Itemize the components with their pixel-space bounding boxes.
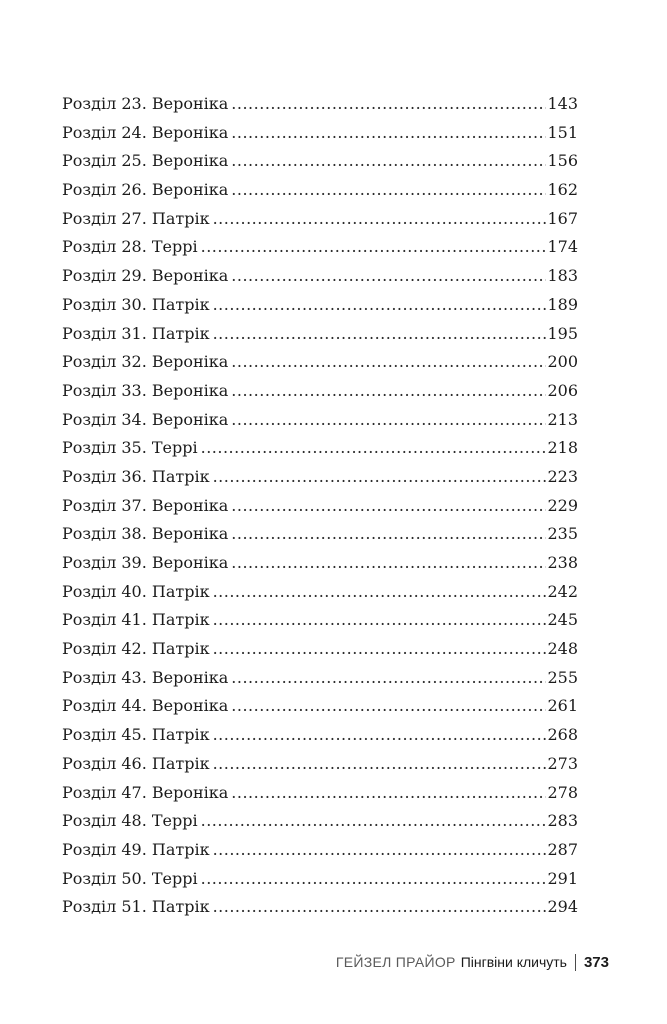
footer-book-title: Пінгвіни кличуть bbox=[460, 954, 567, 970]
toc-entry-page: 183 bbox=[547, 266, 578, 286]
toc-entry bbox=[62, 721, 578, 750]
toc-entry bbox=[62, 90, 578, 119]
toc-entry bbox=[62, 492, 578, 521]
toc-entry-page: 287 bbox=[547, 839, 578, 859]
toc-entry bbox=[62, 549, 578, 578]
toc-entry-label: Розділ 49. Патрік bbox=[62, 839, 210, 859]
toc-entry bbox=[62, 865, 578, 894]
toc-entry-page: 218 bbox=[547, 438, 578, 458]
toc-leader-dots bbox=[213, 578, 547, 607]
toc-entry bbox=[62, 893, 578, 922]
toc-entry-page: 143 bbox=[547, 94, 578, 113]
toc-entry-label: Розділ 25. Вероніка bbox=[62, 151, 229, 171]
toc-entry bbox=[62, 836, 578, 865]
toc-entry bbox=[62, 807, 578, 836]
toc-entry-label: Розділ 27. Патрік bbox=[62, 208, 210, 228]
toc-entry bbox=[62, 664, 578, 693]
toc-entry-label: Розділ 50. Террі bbox=[62, 868, 198, 888]
toc-entry-label: Розділ 37. Вероніка bbox=[62, 495, 229, 515]
toc-entry bbox=[62, 692, 578, 721]
footer-author: ГЕЙЗЕЛ ПРАЙОР bbox=[335, 954, 456, 970]
toc-entry-label: Розділ 51. Патрік bbox=[62, 897, 210, 917]
toc-leader-dots bbox=[231, 520, 546, 549]
toc-leader-dots bbox=[201, 865, 547, 894]
toc-entry-page: 283 bbox=[547, 811, 578, 831]
toc-leader-dots bbox=[213, 205, 547, 234]
toc-entry-page: 174 bbox=[547, 237, 578, 257]
toc-entry-page: 156 bbox=[547, 151, 578, 171]
toc-leader-dots bbox=[231, 262, 546, 291]
toc-leader-dots bbox=[231, 377, 546, 406]
toc-leader-dots bbox=[231, 90, 546, 119]
toc-entry-label: Розділ 24. Вероніка bbox=[62, 122, 229, 142]
toc-entry-page: 245 bbox=[547, 610, 578, 630]
toc-leader-dots bbox=[231, 549, 546, 578]
toc-leader-dots bbox=[213, 635, 547, 664]
toc-entry bbox=[62, 377, 578, 406]
toc-entry-page: 162 bbox=[547, 180, 578, 200]
toc-leader-dots bbox=[231, 147, 546, 176]
page-number: 373 bbox=[583, 954, 609, 971]
toc-entry-page: 223 bbox=[547, 466, 578, 486]
toc-leader-dots bbox=[213, 291, 547, 320]
page-footer bbox=[336, 950, 609, 975]
toc-leader-dots bbox=[231, 664, 546, 693]
toc-entry-page: 206 bbox=[547, 380, 578, 400]
toc-entry-label: Розділ 34. Вероніка bbox=[62, 409, 229, 429]
toc-entry bbox=[62, 578, 578, 607]
toc-entry-label: Розділ 44. Вероніка bbox=[62, 696, 229, 716]
toc-leader-dots bbox=[231, 348, 546, 377]
toc-entry-page: 248 bbox=[547, 639, 578, 659]
toc-entry-label: Розділ 29. Вероніка bbox=[62, 266, 229, 286]
toc-entry bbox=[62, 205, 578, 234]
toc-entry bbox=[62, 606, 578, 635]
toc-entry-page: 213 bbox=[547, 409, 578, 429]
toc-entry-label: Розділ 47. Вероніка bbox=[62, 782, 229, 802]
toc-entry bbox=[62, 779, 578, 808]
toc-leader-dots bbox=[231, 779, 546, 808]
footer-divider bbox=[575, 954, 576, 971]
toc-entry-label: Розділ 32. Вероніка bbox=[62, 352, 229, 372]
toc-entry-page: 278 bbox=[547, 782, 578, 802]
toc-entry-label: Розділ 30. Патрік bbox=[62, 294, 210, 314]
toc-leader-dots bbox=[231, 492, 546, 521]
toc-entry-page: 291 bbox=[547, 868, 578, 888]
toc-entry-label: Розділ 36. Патрік bbox=[62, 466, 210, 486]
toc-entry bbox=[62, 520, 578, 549]
toc-entry bbox=[62, 406, 578, 435]
toc-entry-label: Розділ 26. Вероніка bbox=[62, 180, 229, 200]
toc-leader-dots bbox=[201, 434, 547, 463]
toc-entry-label: Розділ 42. Патрік bbox=[62, 639, 210, 659]
toc-entry-label: Розділ 33. Вероніка bbox=[62, 380, 229, 400]
toc-entry bbox=[62, 463, 578, 492]
toc-entry-page: 273 bbox=[547, 753, 578, 773]
toc-entry-label: Розділ 31. Патрік bbox=[62, 323, 210, 343]
toc-entry bbox=[62, 176, 578, 205]
toc-entry-page: 189 bbox=[547, 294, 578, 314]
toc-entry-label: Розділ 46. Патрік bbox=[62, 753, 210, 773]
toc-entry bbox=[62, 434, 578, 463]
table-of-contents bbox=[62, 90, 578, 922]
toc-entry-label: Розділ 40. Патрік bbox=[62, 581, 210, 601]
toc-leader-dots bbox=[231, 119, 546, 148]
toc-leader-dots bbox=[231, 176, 546, 205]
toc-entry-label: Розділ 28. Террі bbox=[62, 237, 198, 257]
toc-entry-page: 268 bbox=[547, 725, 578, 745]
toc-entry bbox=[62, 147, 578, 176]
toc-entry-page: 167 bbox=[547, 208, 578, 228]
toc-entry bbox=[62, 348, 578, 377]
toc-entry-page: 238 bbox=[547, 553, 578, 572]
toc-entry bbox=[62, 233, 578, 262]
toc-entry-page: 294 bbox=[547, 897, 578, 917]
toc-entry-page: 261 bbox=[547, 696, 578, 716]
toc-entry bbox=[62, 262, 578, 291]
toc-entry-page: 195 bbox=[547, 323, 578, 343]
toc-entry-label: Розділ 38. Вероніка bbox=[62, 524, 229, 544]
toc-entry-label: Розділ 35. Террі bbox=[62, 438, 198, 458]
toc-leader-dots bbox=[201, 233, 547, 262]
toc-leader-dots bbox=[231, 692, 546, 721]
toc-leader-dots bbox=[201, 807, 547, 836]
toc-entry bbox=[62, 119, 578, 148]
toc-entry bbox=[62, 750, 578, 779]
toc-entry-page: 255 bbox=[547, 667, 578, 687]
toc-entry-label: Розділ 43. Вероніка bbox=[62, 667, 229, 687]
toc-leader-dots bbox=[213, 463, 547, 492]
toc-leader-dots bbox=[213, 836, 547, 865]
toc-entry-label: Розділ 48. Террі bbox=[62, 811, 198, 831]
toc-entry-page: 229 bbox=[547, 495, 578, 515]
toc-leader-dots bbox=[213, 750, 547, 779]
toc-entry-label: Розділ 41. Патрік bbox=[62, 610, 210, 630]
toc-leader-dots bbox=[213, 320, 547, 349]
toc-entry-page: 151 bbox=[547, 122, 578, 142]
toc-leader-dots bbox=[213, 893, 547, 922]
toc-entry bbox=[62, 291, 578, 320]
toc-leader-dots bbox=[231, 406, 546, 435]
toc-leader-dots bbox=[213, 721, 547, 750]
toc-entry-page: 235 bbox=[547, 524, 578, 544]
toc-entry-page: 242 bbox=[547, 581, 578, 601]
toc-entry-label: Розділ 45. Патрік bbox=[62, 725, 210, 745]
toc-entry bbox=[62, 320, 578, 349]
toc-entry-label: Розділ 39. Вероніка bbox=[62, 553, 229, 572]
toc-entry bbox=[62, 635, 578, 664]
toc-leader-dots bbox=[213, 606, 547, 635]
toc-entry-page: 200 bbox=[547, 352, 578, 372]
toc-entry-label: Розділ 23. Вероніка bbox=[62, 94, 229, 113]
